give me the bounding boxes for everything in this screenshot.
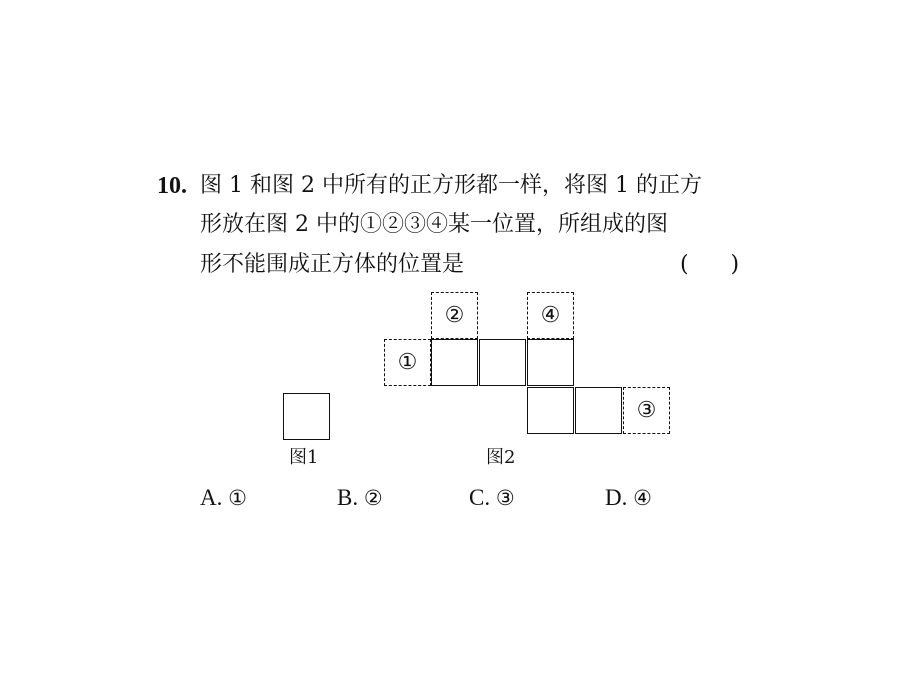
figure-2-square (527, 387, 574, 434)
option-c-mark: ③ (495, 486, 515, 510)
question-line-2: 形放在图 2 中的①②③④某一位置，所组成的图 (200, 212, 668, 237)
option-c[interactable] (469, 484, 515, 512)
question-line-1: 图 1 和图 2 中所有的正方形都一样，将图 1 的正方 (200, 173, 702, 198)
figure-1-label: 图1 (289, 447, 319, 468)
option-b-letter: B. (337, 485, 359, 510)
option-a[interactable] (200, 484, 247, 512)
option-a-mark: ① (228, 486, 247, 510)
option-d-letter: D. (605, 485, 628, 510)
position-2-square (431, 292, 478, 339)
option-c-letter: C. (469, 485, 491, 510)
position-4-square (527, 292, 574, 339)
position-3-mark: ③ (636, 397, 657, 423)
option-d-mark: ④ (633, 486, 652, 510)
question-number: 10. (157, 173, 187, 199)
position-1-mark: ① (397, 349, 418, 375)
figure-2-square (575, 387, 622, 434)
option-b-mark: ② (363, 486, 383, 510)
figure-2-square (479, 339, 526, 386)
answer-blank: ( ) (680, 252, 740, 277)
figure-2-label: 图2 (486, 447, 516, 468)
position-4-mark: ④ (540, 302, 561, 328)
option-b[interactable] (337, 484, 383, 512)
position-1-square (384, 339, 431, 386)
figure-2-square (527, 339, 574, 386)
option-a-letter: A. (200, 485, 223, 510)
question-line-3: 形不能围成正方体的位置是 (200, 252, 465, 277)
figure-2-square (431, 339, 478, 386)
option-d[interactable] (605, 484, 652, 512)
figure-1-square (283, 393, 330, 440)
position-2-mark: ② (444, 302, 465, 328)
position-3-square (623, 387, 670, 434)
